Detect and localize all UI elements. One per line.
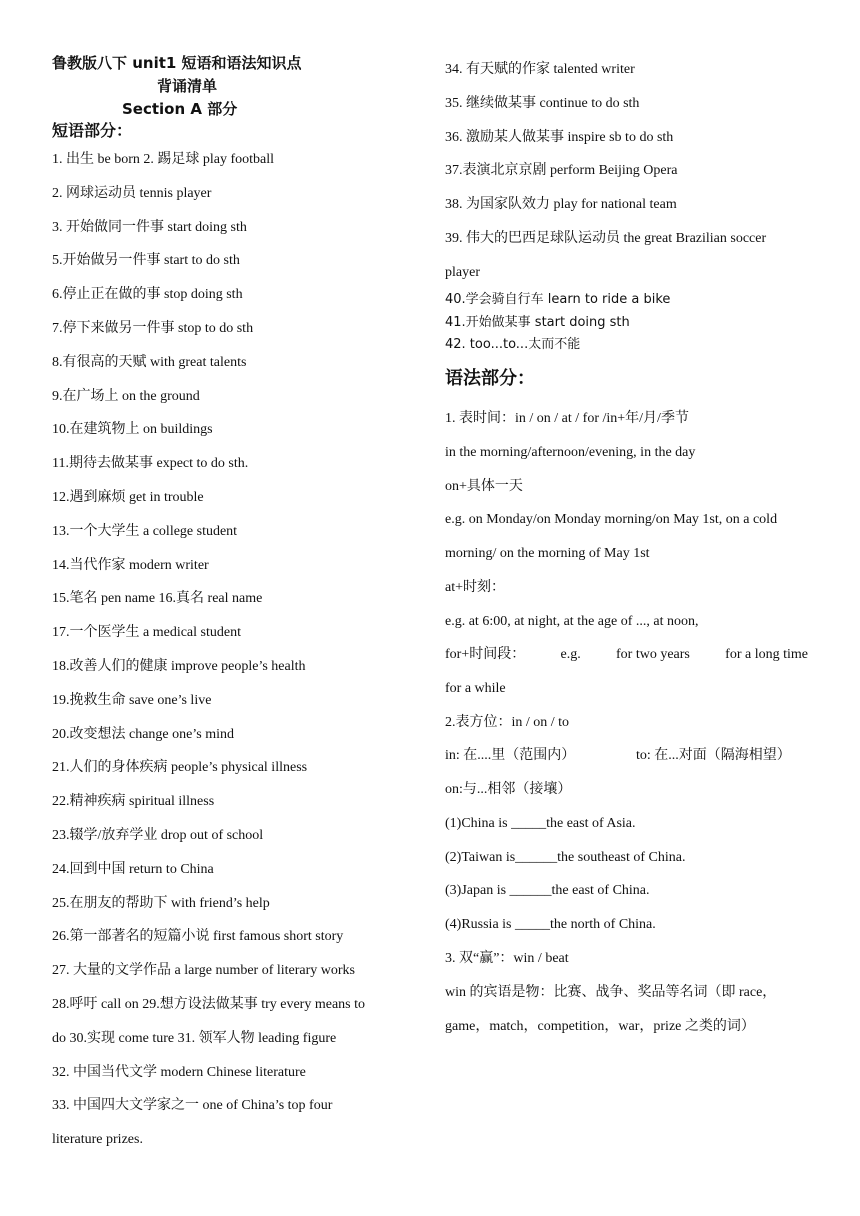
text-line: 32. 中国当代文学 modern Chinese literature (52, 1064, 306, 1080)
text-line: on+具体一天 (445, 478, 523, 494)
text-line: 1. 表时间：in / on / at / for /in+年/月/季节 (445, 411, 689, 426)
text-line: 7.停下来做另一件事 stop to do sth (52, 321, 254, 336)
text-line: 5.开始做另一件事 start to do sth (52, 253, 240, 269)
for-duration-example-1: for two years (616, 647, 690, 662)
text-line: win 的宾语是物：比赛、战争、奖品等名词（即 race， (445, 984, 777, 1000)
text-line: 26.第一部著名的短篇小说 first famous short story (52, 929, 344, 945)
phrases-heading: 短语部分： (52, 121, 133, 140)
text-line: 22.精神疾病 spiritual illness (52, 794, 215, 810)
text-line: 36. 激励某人做某事 inspire sb to do sth (445, 129, 674, 145)
text-line: 20.改变想法 change one’s mind (52, 726, 234, 742)
text-line: 25.在朋友的帮助下 with friend’s help (52, 895, 270, 911)
text-line: (1)China is _____the east of Asia. (445, 815, 636, 831)
text-line: (2)Taiwan is______the southeast of China. (445, 849, 686, 865)
text-line: 39. 伟大的巴西足球队运动员 the great Brazilian soccer (445, 231, 767, 246)
text-line: 37.表演北京京剧 perform Beijing Opera (445, 163, 678, 179)
text-line: e.g. on Monday/on Monday morning/on May 1st, on a cold (445, 512, 778, 528)
section-title: Section A 部分 (122, 100, 238, 118)
text-line: 3. 开始做同一件事 start doing sth (52, 219, 247, 235)
text-line: 34. 有天赋的作家 talented writer (445, 62, 635, 77)
text-line: 1. 出生 be born 2. 踢足球 play football (52, 152, 275, 167)
direction-line (445, 747, 791, 765)
document-subtitle: 背诵清单 (157, 77, 218, 95)
text-line: in the morning/afternoon/evening, in the day (445, 444, 696, 460)
text-line: 10.在建筑物上 on buildings (52, 422, 213, 438)
for-duration-example-2: for a long time (725, 647, 808, 662)
text-line: 17.一个医学生 a medical student (52, 625, 241, 641)
text-line: on:与...相邻（接壤） (445, 782, 572, 797)
text-line: 23.辍学/放弃学业 drop out of school (52, 828, 264, 843)
direction-to: to: 在...对面（隔海相望） (636, 748, 791, 763)
text-line: 41.开始做某事 start doing sth (445, 314, 630, 330)
text-line: 19.挽救生命 save one’s live (52, 692, 212, 708)
text-line: 28.呼吁 call on 29.想方设法做某事 try every means to (52, 997, 366, 1012)
text-line: 13.一个大学生 a college student (52, 523, 238, 539)
text-line: 18.改善人们的健康 improve people’s health (52, 659, 306, 674)
text-line: 24.回到中国 return to China (52, 861, 214, 877)
text-line: 6.停止正在做的事 stop doing sth (52, 287, 243, 303)
text-line: 21.人们的身体疾病 people’s physical illness (52, 760, 308, 776)
text-line: 8.有很高的天赋 with great talents (52, 354, 247, 370)
text-line: morning/ on the morning of May 1st (445, 546, 650, 562)
text-line: 2. 网球运动员 tennis player (52, 185, 212, 201)
direction-in: in: 在....里（范围内） (445, 748, 576, 763)
text-line: (3)Japan is ______the east of China. (445, 883, 650, 899)
text-line: at+时刻： (445, 580, 505, 595)
text-line: do 30.实现 come ture 31. 领军人物 leading figure (52, 1030, 337, 1046)
text-line: 42. too...to...太而不能 (445, 337, 581, 352)
text-line: 33. 中国四大文学家之一 one of China’s top four (52, 1098, 333, 1114)
text-line: 14.当代作家 modern writer (52, 557, 209, 573)
for-duration-line (445, 646, 808, 664)
text-line: 3. 双“赢”：win / beat (445, 951, 569, 966)
text-line: 15.笔名 pen name 16.真名 real name (52, 591, 263, 607)
text-line: 2.表方位：in / on / to (445, 714, 570, 730)
grammar-heading: 语法部分： (445, 368, 535, 389)
text-line: game，match，competition，war，prize 之类的词） (445, 1018, 755, 1034)
text-line: e.g. at 6:00, at night, at the age of ..., at noon, (445, 613, 699, 629)
text-line: 27. 大量的文学作品 a large number of literary works (52, 963, 356, 979)
for-duration-eg: e.g. (560, 647, 581, 662)
text-line: 40.学会骑自行车 learn to ride a bike (445, 292, 671, 307)
text-line: 9.在广场上 on the ground (52, 388, 200, 404)
for-duration-label: for+时间段： (445, 647, 526, 662)
text-line: (4)Russia is _____the north of China. (445, 917, 656, 933)
text-line: 38. 为国家队效力 play for national team (445, 197, 677, 213)
text-line: 11.期待去做某事 expect to do sth. (52, 456, 249, 472)
text-line: 12.遇到麻烦 get in trouble (52, 490, 204, 505)
text-line: player (445, 264, 480, 280)
text-line: literature prizes. (52, 1132, 143, 1148)
document-title: 鲁教版八下 unit1 短语和语法知识点 (52, 54, 302, 72)
text-line: for a while (445, 681, 506, 696)
text-line: 35. 继续做某事 continue to do sth (445, 95, 640, 111)
